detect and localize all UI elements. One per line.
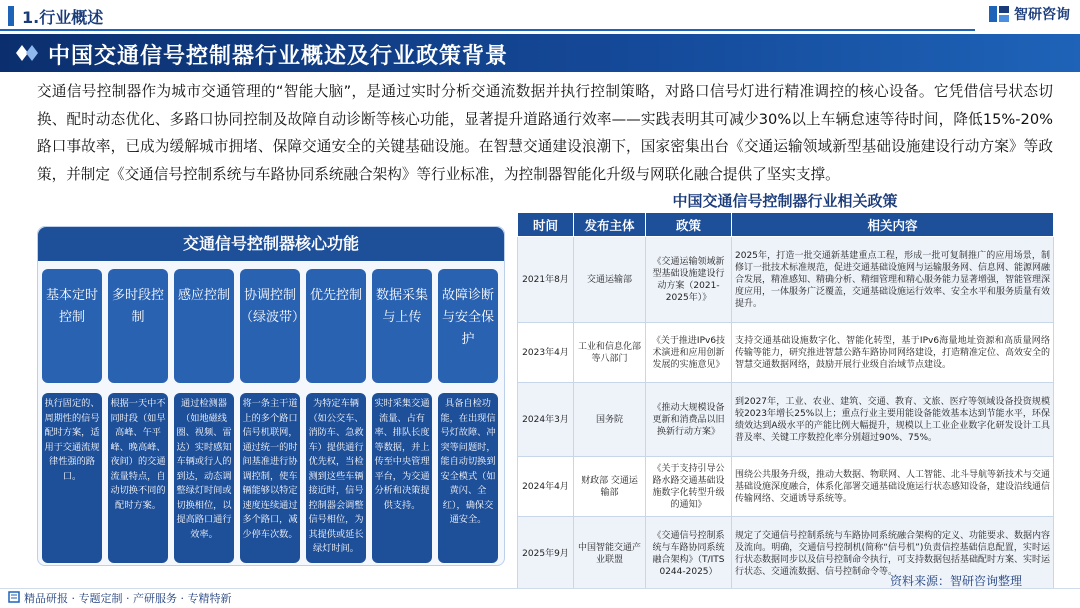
brand-logo [988, 4, 1070, 24]
table-row [518, 237, 1054, 323]
cell-content: 到2027年，工业、农业、建筑、交通、教育、文旅、医疗等领域设备投资规模较2023年增长25%以上；重点行业主要用能设备能效基本达到节能水平，环保绩效达到A级水平的产能比例大幅提升，规模以上工业企业数字化研发设计工具普及率、关键工序数控化率分别超过90%、75%。 [732, 383, 1054, 457]
column-header: 政策 [646, 213, 732, 237]
source-note: 资料来源：智研咨询整理 [890, 574, 1023, 588]
title-banner [0, 34, 1080, 72]
cell-time: 2024年3月 [518, 383, 574, 457]
diamond-arrow-icon [14, 43, 40, 63]
function-column [372, 269, 432, 559]
column-header: 相关内容 [732, 213, 1054, 237]
table-row [518, 323, 1054, 383]
function-column [438, 269, 498, 559]
function-column [174, 269, 234, 559]
function-name: 故障诊断与安全保护 [438, 269, 498, 383]
cell-policy: 《关于支持引导公路水路交通基础设施数字化转型升级的通知》 [646, 457, 732, 517]
function-column [240, 269, 306, 559]
cell-org: 工业和信息化部等八部门 [574, 323, 646, 383]
function-description: 通过检测器（如地磁线圈、视频、雷达）实时感知车辆或行人的到达，动态调整绿灯时间或切换相位，以提高路口通行效率。 [174, 393, 234, 563]
report-icon [8, 591, 20, 603]
function-name: 基本定时控制 [42, 269, 102, 383]
function-name: 感应控制 [174, 269, 234, 383]
policy-table-title: 中国交通信号控制器行业相关政策 [672, 192, 898, 210]
cell-org: 财政部 交通运输部 [574, 457, 646, 517]
cell-content: 支持交通基础设施数字化、智能化转型，基于IPv6海量地址资源和高质量网络传输等能力，研究推进智慧公路车路协同网络建设，打造精准定位、高效安全的智慧交通数据网络，鼓励开展行业级自治域节点建设。 [732, 323, 1054, 383]
cell-org: 交通运输部 [574, 237, 646, 323]
function-column [306, 269, 366, 559]
table-row [518, 383, 1054, 457]
cell-content: 2025年，打造一批交通新基建重点工程，形成一批可复制推广的应用场景，制修订一批技术标准规范，促进交通基础设施网与运输服务网、信息网、能源网融合发展，精准感知、精确分析、精细管理和精心服务能力显著增强，智能管理深度应用，一体服务广泛覆盖，交通基础设施运行效率、安全水平和服务质量有效提升。 [732, 237, 1054, 323]
function-description: 根据一天中不同时段（如早高峰、午平峰、晚高峰、夜间）的交通流量特点，自动切换不同的配时方案。 [108, 393, 168, 563]
intro-paragraph: 交通信号控制器作为城市交通管理的“智能大脑”，是通过实时分析交通流数据并执行控制策略，对路口信号灯进行精准调控的核心设备。它凭借信号状态切换、配时动态优化、多路口协同控制及故障自动诊断等核心功能，显著提升道路通行效率——实践表明其可减少30%以上车辆怠速等待时间，降低15%-20%路口事故率，已成为缓解城市拥堵、保障交通安全的关键基础设施。在智慧交通建设浪潮下，国家密集出台《交通运输领域新型基础设施建设行动方案》等政策，并制定《交通信号控制系统与车路协同系统融合架构》等行业标准，为控制器智能化升级与网联化融合提供了坚实支撑。 [37, 83, 1053, 183]
policy-table [517, 212, 1054, 591]
cell-time: 2021年8月 [518, 237, 574, 323]
function-description: 将一条主干道上的多个路口信号机联网，通过统一的时间基准进行协调控制，使车辆能够以特定速度连续通过多个路口，减少停车次数。 [240, 393, 300, 563]
function-column [42, 269, 102, 559]
cell-time: 2024年4月 [518, 457, 574, 517]
section-marker [8, 6, 14, 26]
function-column [108, 269, 168, 559]
function-description: 执行固定的、周期性的信号配时方案，适用于交通流规律性强的路口。 [42, 393, 102, 563]
column-header: 发布主体 [574, 213, 646, 237]
table-header-row [518, 213, 1054, 237]
footer-divider [0, 588, 1080, 589]
cell-time: 2025年9月 [518, 517, 574, 591]
section-divider [0, 29, 975, 31]
cell-policy: 《交通运输领域新型基础设施建设行动方案（2021-2025年）》 [646, 237, 732, 323]
cell-org: 中国智能交通产业联盟 [574, 517, 646, 591]
page-title: 中国交通信号控制器行业概述及行业政策背景 [48, 44, 509, 69]
cell-content: 围绕公共服务升级，推动大数据、物联网、人工智能、北斗导航等新技术与交通基础设施深度融合，体系化部署交通基础设施运行状态感知设备，建设沿线通信传输网络、交通诱导系统等。 [732, 457, 1054, 517]
function-description: 实时采集交通流量、占有率、排队长度等数据，并上传至中央管理平台，为交通分析和决策提供支持。 [372, 393, 432, 563]
top-strip [0, 0, 1080, 32]
function-name: 优先控制 [306, 269, 366, 383]
function-description: 为特定车辆（如公交车、消防车、急救车）提供通行优先权，当检测到这些车辆接近时，信号控制器会调整信号相位，为其提供或延长绿灯时间。 [306, 393, 366, 563]
function-description: 具备自检功能，在出现信号灯故障、冲突等问题时，能自动切换到安全模式（如黄闪、全红），确保交通安全。 [438, 393, 498, 563]
cell-policy: 《推动大规模设备更新和消费品以旧换新行动方案》 [646, 383, 732, 457]
brand-logo-icon [988, 4, 1010, 24]
table-row [518, 457, 1054, 517]
footer-slogan: 精品研报 · 专题定制 · 产研服务 · 专精特新 [24, 592, 232, 605]
core-functions-panel [37, 226, 505, 566]
cell-policy: 《交通信号控制系统与车路协同系统融合架构》（T/ITS 0244-2025） [646, 517, 732, 591]
cell-content: 规定了交通信号控制系统与车路协同系统融合架构的定义、功能要求、数据内容及流向。明确，交通信号控制机(简称“信号机”)负责信控基础信息配置，实时运行状态数据同步以及信号控制命令执行，可支持数据包括基础配时方案、实时运行状态、交通流数据、信号控制命令等。 [732, 517, 1054, 591]
section-title: 1.行业概述 [22, 8, 104, 27]
footer [0, 588, 1080, 608]
cell-policy: 《关于推进IPv6技术演进和应用创新发展的实施意见》 [646, 323, 732, 383]
column-header: 时间 [518, 213, 574, 237]
function-name: 多时段控制 [108, 269, 168, 383]
brand-name: 智研咨询 [1014, 7, 1070, 23]
core-functions-title: 交通信号控制器核心功能 [38, 227, 504, 261]
cell-time: 2023年4月 [518, 323, 574, 383]
function-name: 数据采集与上传 [372, 269, 432, 383]
function-name: 协调控制（绿波带） [240, 269, 300, 383]
cell-org: 国务院 [574, 383, 646, 457]
